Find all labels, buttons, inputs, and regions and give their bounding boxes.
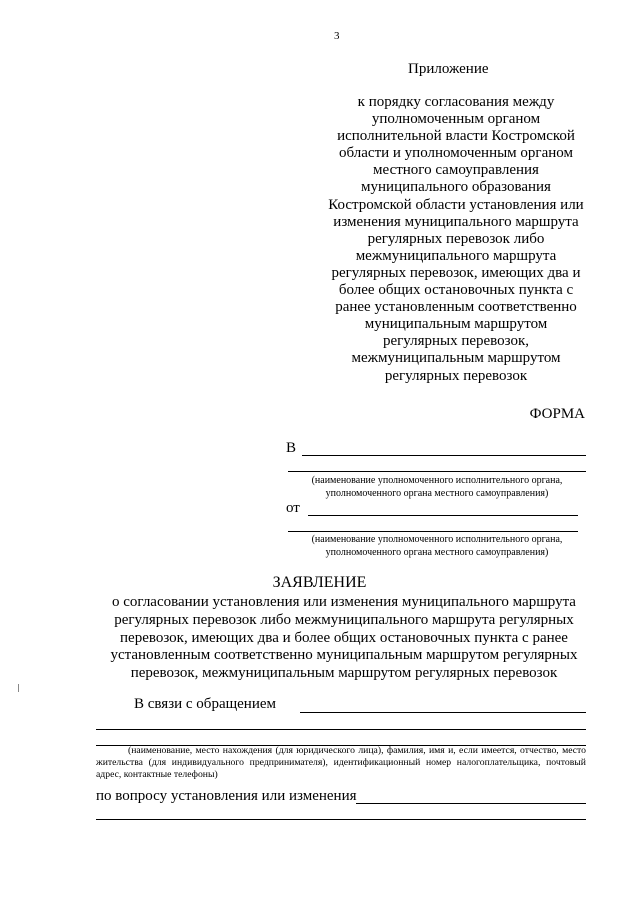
appendix-line: исполнительной власти Костромской	[337, 128, 575, 145]
sender-caption-line: (наименование уполномоченного исполнительного органа,	[311, 534, 563, 545]
appendix-line: к порядку согласования между	[357, 94, 555, 110]
question-field-line-2[interactable]	[96, 819, 586, 820]
appendix-line: межмуниципальным маршрутом	[351, 350, 561, 367]
appendix-line: Костромской области установления или	[328, 196, 584, 213]
sender-field-line-2[interactable]	[288, 531, 578, 532]
appendix-line: межмуниципального маршрута	[355, 247, 557, 264]
statement-title: ЗАЯВЛЕНИЕ	[272, 574, 367, 591]
statement-subtitle-line: перевозок, межмуниципальным маршрутом регулярных перевозок	[130, 665, 558, 682]
statement-subtitle-line: перевозок, имеющих два и более общих остановочных пункта с ранее	[120, 629, 568, 646]
appendix-line: уполномоченным органом	[371, 111, 541, 128]
appendix-line: регулярных перевозок,	[382, 333, 530, 350]
appendix-line: более общих остановочных пункта с	[338, 282, 574, 299]
appendix-line: муниципальным маршрутом	[364, 316, 548, 333]
appendix-line: регулярных перевозок либо	[367, 230, 545, 247]
recipient-field-line-2[interactable]	[288, 471, 586, 472]
appendix-line: местного самоуправления	[373, 162, 539, 179]
appendix-line: муниципального образования	[361, 179, 551, 196]
statement-subtitle-line: регулярных перевозок либо межмуниципального маршрута регулярных	[114, 611, 574, 628]
appeal-field-line-2[interactable]	[96, 729, 586, 730]
recipient-field-line[interactable]	[302, 455, 586, 456]
sender-field-line[interactable]	[308, 515, 578, 516]
appendix-line: области и уполномоченным органом	[339, 145, 573, 162]
sender-prefix: от	[286, 500, 300, 516]
appeal-field-line[interactable]	[300, 712, 586, 713]
statement-subtitle-line: о согласовании установления или изменения муниципального маршрута	[112, 594, 576, 610]
appendix-line: регулярных перевозок, имеющих два и	[331, 264, 581, 281]
appendix-line: ранее установленным соответственно	[335, 299, 577, 316]
sender-caption-line: уполномоченного органа местного самоуправления)	[325, 547, 549, 558]
sender-caption	[288, 533, 586, 559]
in-connection-text: В связи с обращением	[134, 696, 277, 712]
appendix-line: регулярных перевозок	[384, 367, 528, 384]
appendix-title: Приложение	[408, 61, 489, 77]
statement-subtitle	[96, 594, 592, 683]
recipient-caption	[288, 474, 586, 500]
margin-mark	[18, 684, 19, 692]
statement-subtitle-line: установленным соответственно муниципальным маршрутом регулярных	[110, 647, 578, 664]
applicant-caption: (наименование, место нахождения (для юридического лица), фамилия, имя и, если имеется, отчество, место жительства (для индивидуального предпринимателя), идентификационный номер налогоплательщика, почтовый адрес, контактные телефоны)	[96, 745, 586, 780]
appendix-line: изменения муниципального маршрута	[333, 213, 579, 230]
form-label: ФОРМА	[529, 406, 585, 422]
recipient-prefix: В	[286, 440, 297, 456]
question-field-line[interactable]	[356, 803, 586, 804]
page-number: 3	[334, 30, 340, 42]
on-question-text: по вопросу установления или изменения	[96, 788, 357, 804]
recipient-caption-line: уполномоченного органа местного самоуправления)	[325, 488, 549, 499]
appendix-description	[316, 94, 596, 385]
recipient-caption-line: (наименование уполномоченного исполнительного органа,	[311, 475, 563, 486]
